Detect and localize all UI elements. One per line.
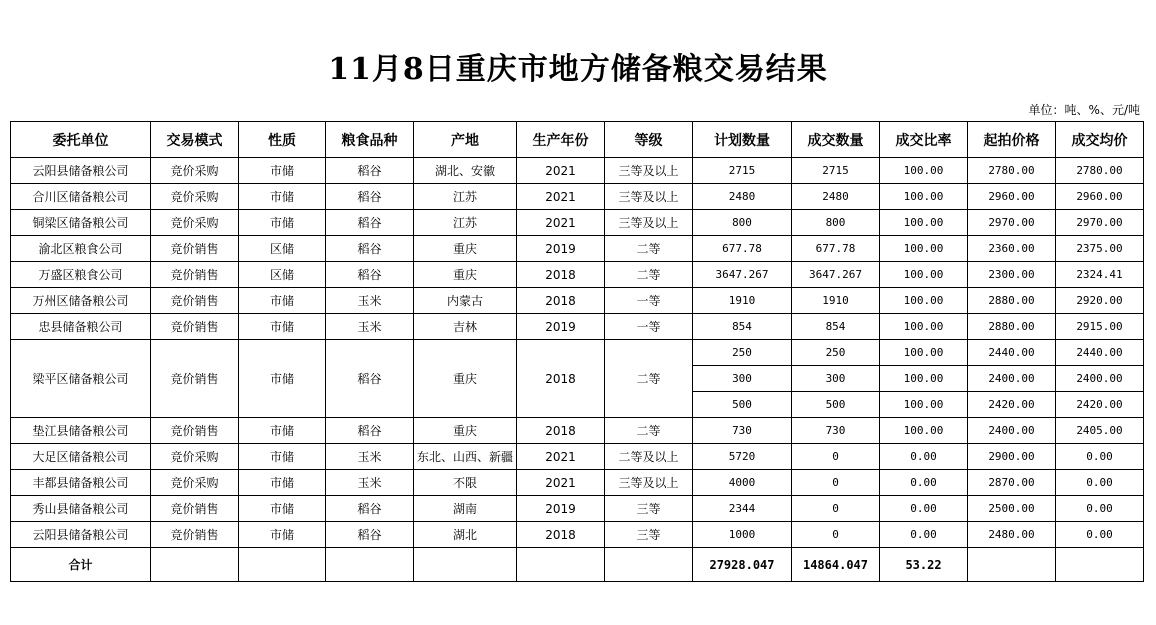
- cell-avg-price: 2375.00: [1056, 236, 1144, 262]
- cell-avg-price: 0.00: [1056, 470, 1144, 496]
- trade-results-table: [10, 121, 1144, 582]
- header-row: [11, 122, 1144, 158]
- total-deal: 14864.047: [792, 548, 880, 582]
- cell-ratio: 0.00: [880, 444, 968, 470]
- cell-mode: 竞价采购: [151, 444, 239, 470]
- table-row: [11, 470, 1144, 496]
- header-unit: 委托单位: [11, 122, 151, 158]
- total-empty-cell: [414, 548, 517, 582]
- cell-mode: 竞价销售: [151, 314, 239, 340]
- cell-deal: 0: [792, 522, 880, 548]
- cell-grade: 二等: [605, 418, 693, 444]
- cell-mode: 竞价销售: [151, 236, 239, 262]
- cell-grade: 三等: [605, 496, 693, 522]
- cell-avg-price: 0.00: [1056, 522, 1144, 548]
- table-row: [11, 522, 1144, 548]
- header-ratio: 成交比率: [880, 122, 968, 158]
- cell-mode: 竞价销售: [151, 496, 239, 522]
- cell-avg-price: 0.00: [1056, 496, 1144, 522]
- cell-unit: 渝北区粮食公司: [11, 236, 151, 262]
- cell-grade: 三等及以上: [605, 158, 693, 184]
- cell-origin: 东北、山西、新疆: [414, 444, 517, 470]
- cell-unit: 垫江县储备粮公司: [11, 418, 151, 444]
- total-row: [11, 548, 1144, 582]
- cell-grade: 二等: [605, 262, 693, 288]
- cell-plan: 3647.267: [693, 262, 792, 288]
- cell-plan: 1910: [693, 288, 792, 314]
- cell-ratio: 100.00: [880, 366, 968, 392]
- cell-ratio: 100.00: [880, 262, 968, 288]
- cell-deal: 2715: [792, 158, 880, 184]
- cell-avg-price: 2960.00: [1056, 184, 1144, 210]
- cell-unit: 万盛区粮食公司: [11, 262, 151, 288]
- cell-year: 2018: [517, 288, 605, 314]
- cell-mode: 竞价采购: [151, 470, 239, 496]
- cell-year: 2018: [517, 418, 605, 444]
- cell-variety: 稻谷: [326, 236, 414, 262]
- cell-origin: 江苏: [414, 184, 517, 210]
- cell-deal: 1910: [792, 288, 880, 314]
- cell-deal: 300: [792, 366, 880, 392]
- cell-deal: 800: [792, 210, 880, 236]
- total-label: 合计: [11, 548, 151, 582]
- cell-start-price: 2400.00: [968, 418, 1056, 444]
- cell-grade: 三等及以上: [605, 210, 693, 236]
- cell-year: 2018: [517, 262, 605, 288]
- cell-mode: 竞价销售: [151, 288, 239, 314]
- cell-nature: 市储: [239, 288, 326, 314]
- cell-avg-price: 2405.00: [1056, 418, 1144, 444]
- table-row: [11, 236, 1144, 262]
- table-row: [11, 496, 1144, 522]
- total-plan: 27928.047: [693, 548, 792, 582]
- cell-plan: 854: [693, 314, 792, 340]
- cell-deal: 0: [792, 444, 880, 470]
- cell-start-price: 2500.00: [968, 496, 1056, 522]
- cell-ratio: 100.00: [880, 210, 968, 236]
- cell-plan: 730: [693, 418, 792, 444]
- cell-unit: 云阳县储备粮公司: [11, 158, 151, 184]
- cell-variety: 稻谷: [326, 418, 414, 444]
- cell-nature: 市储: [239, 418, 326, 444]
- cell-nature: 区储: [239, 262, 326, 288]
- table-body: [11, 158, 1144, 548]
- cell-mode: 竞价采购: [151, 158, 239, 184]
- cell-avg-price: 2920.00: [1056, 288, 1144, 314]
- table-row: [11, 288, 1144, 314]
- cell-plan: 4000: [693, 470, 792, 496]
- cell-unit: 忠县储备粮公司: [11, 314, 151, 340]
- cell-start-price: 2880.00: [968, 288, 1056, 314]
- cell-start-price: 2300.00: [968, 262, 1056, 288]
- cell-origin: 内蒙古: [414, 288, 517, 314]
- table-row: [11, 210, 1144, 236]
- cell-year: 2019: [517, 314, 605, 340]
- cell-ratio: 100.00: [880, 158, 968, 184]
- cell-mode: 竞价销售: [151, 340, 239, 418]
- cell-nature: 市储: [239, 158, 326, 184]
- total-ratio: 53.22: [880, 548, 968, 582]
- cell-variety: 玉米: [326, 288, 414, 314]
- cell-grade: 三等及以上: [605, 184, 693, 210]
- cell-year: 2021: [517, 444, 605, 470]
- total-empty-cell: [517, 548, 605, 582]
- table-row: [11, 262, 1144, 288]
- cell-avg-price: 2324.41: [1056, 262, 1144, 288]
- cell-ratio: 100.00: [880, 340, 968, 366]
- cell-grade: 二等及以上: [605, 444, 693, 470]
- header-avg-price: 成交均价: [1056, 122, 1144, 158]
- cell-start-price: 2360.00: [968, 236, 1056, 262]
- cell-mode: 竞价采购: [151, 184, 239, 210]
- cell-origin: 江苏: [414, 210, 517, 236]
- cell-variety: 稻谷: [326, 158, 414, 184]
- cell-grade: 二等: [605, 236, 693, 262]
- cell-grade: 三等及以上: [605, 470, 693, 496]
- cell-avg-price: 2970.00: [1056, 210, 1144, 236]
- unit-note: 单位：吨、%、元/吨: [1028, 103, 1140, 117]
- cell-origin: 重庆: [414, 262, 517, 288]
- cell-ratio: 0.00: [880, 496, 968, 522]
- cell-origin: 不限: [414, 470, 517, 496]
- header-deal: 成交数量: [792, 122, 880, 158]
- cell-deal: 730: [792, 418, 880, 444]
- header-year: 生产年份: [517, 122, 605, 158]
- cell-start-price: 2960.00: [968, 184, 1056, 210]
- cell-start-price: 2420.00: [968, 392, 1056, 418]
- cell-deal: 2480: [792, 184, 880, 210]
- cell-origin: 湖北: [414, 522, 517, 548]
- cell-grade: 一等: [605, 314, 693, 340]
- cell-deal: 250: [792, 340, 880, 366]
- cell-deal: 854: [792, 314, 880, 340]
- cell-plan: 800: [693, 210, 792, 236]
- cell-unit: 云阳县储备粮公司: [11, 522, 151, 548]
- cell-nature: 市储: [239, 444, 326, 470]
- cell-avg-price: 2780.00: [1056, 158, 1144, 184]
- cell-ratio: 0.00: [880, 470, 968, 496]
- header-variety: 粮食品种: [326, 122, 414, 158]
- cell-start-price: 2480.00: [968, 522, 1056, 548]
- cell-start-price: 2440.00: [968, 340, 1056, 366]
- cell-variety: 玉米: [326, 470, 414, 496]
- cell-origin: 吉林: [414, 314, 517, 340]
- cell-plan: 500: [693, 392, 792, 418]
- cell-ratio: 100.00: [880, 314, 968, 340]
- cell-variety: 玉米: [326, 314, 414, 340]
- cell-plan: 1000: [693, 522, 792, 548]
- cell-avg-price: 2440.00: [1056, 340, 1144, 366]
- header-origin: 产地: [414, 122, 517, 158]
- cell-plan: 2480: [693, 184, 792, 210]
- cell-grade: 一等: [605, 288, 693, 314]
- table-row: [11, 184, 1144, 210]
- cell-start-price: 2970.00: [968, 210, 1056, 236]
- cell-ratio: 100.00: [880, 184, 968, 210]
- cell-nature: 市储: [239, 314, 326, 340]
- cell-year: 2021: [517, 158, 605, 184]
- cell-variety: 玉米: [326, 444, 414, 470]
- cell-variety: 稻谷: [326, 210, 414, 236]
- cell-start-price: 2870.00: [968, 470, 1056, 496]
- header-start-price: 起拍价格: [968, 122, 1056, 158]
- cell-grade: 二等: [605, 340, 693, 418]
- cell-start-price: 2780.00: [968, 158, 1056, 184]
- total-empty-cell: [151, 548, 239, 582]
- cell-year: 2021: [517, 184, 605, 210]
- cell-nature: 市储: [239, 470, 326, 496]
- cell-unit: 秀山县储备粮公司: [11, 496, 151, 522]
- cell-nature: 区储: [239, 236, 326, 262]
- cell-nature: 市储: [239, 210, 326, 236]
- cell-deal: 3647.267: [792, 262, 880, 288]
- cell-nature: 市储: [239, 522, 326, 548]
- cell-unit: 大足区储备粮公司: [11, 444, 151, 470]
- total-empty-cell: [968, 548, 1056, 582]
- cell-mode: 竞价销售: [151, 262, 239, 288]
- cell-year: 2021: [517, 470, 605, 496]
- header-mode: 交易模式: [151, 122, 239, 158]
- cell-nature: 市储: [239, 496, 326, 522]
- total-empty-cell: [605, 548, 693, 582]
- total-empty-cell: [239, 548, 326, 582]
- header-plan: 计划数量: [693, 122, 792, 158]
- cell-year: 2019: [517, 236, 605, 262]
- table-row: [11, 444, 1144, 470]
- table-row: [11, 158, 1144, 184]
- cell-mode: 竞价销售: [151, 418, 239, 444]
- cell-year: 2018: [517, 522, 605, 548]
- cell-origin: 重庆: [414, 418, 517, 444]
- cell-start-price: 2900.00: [968, 444, 1056, 470]
- cell-plan: 300: [693, 366, 792, 392]
- cell-year: 2021: [517, 210, 605, 236]
- cell-origin: 湖北、安徽: [414, 158, 517, 184]
- cell-ratio: 100.00: [880, 288, 968, 314]
- cell-avg-price: 2915.00: [1056, 314, 1144, 340]
- cell-grade: 三等: [605, 522, 693, 548]
- cell-variety: 稻谷: [326, 184, 414, 210]
- cell-deal: 0: [792, 470, 880, 496]
- cell-year: 2018: [517, 340, 605, 418]
- cell-year: 2019: [517, 496, 605, 522]
- cell-deal: 500: [792, 392, 880, 418]
- cell-avg-price: 0.00: [1056, 444, 1144, 470]
- cell-origin: 重庆: [414, 236, 517, 262]
- header-grade: 等级: [605, 122, 693, 158]
- cell-ratio: 100.00: [880, 418, 968, 444]
- cell-plan: 677.78: [693, 236, 792, 262]
- cell-variety: 稻谷: [326, 262, 414, 288]
- cell-mode: 竞价采购: [151, 210, 239, 236]
- cell-avg-price: 2420.00: [1056, 392, 1144, 418]
- page-title: 11月8日重庆市地方储备粮交易结果: [328, 52, 828, 87]
- cell-plan: 2344: [693, 496, 792, 522]
- cell-unit: 合川区储备粮公司: [11, 184, 151, 210]
- cell-origin: 重庆: [414, 340, 517, 418]
- cell-plan: 250: [693, 340, 792, 366]
- cell-variety: 稻谷: [326, 340, 414, 418]
- cell-deal: 677.78: [792, 236, 880, 262]
- cell-ratio: 100.00: [880, 392, 968, 418]
- table-row: [11, 340, 1144, 366]
- cell-mode: 竞价销售: [151, 522, 239, 548]
- cell-unit: 梁平区储备粮公司: [11, 340, 151, 418]
- cell-origin: 湖南: [414, 496, 517, 522]
- cell-start-price: 2880.00: [968, 314, 1056, 340]
- table-row: [11, 418, 1144, 444]
- cell-ratio: 100.00: [880, 236, 968, 262]
- cell-start-price: 2400.00: [968, 366, 1056, 392]
- table-row: [11, 314, 1144, 340]
- cell-unit: 万州区储备粮公司: [11, 288, 151, 314]
- cell-variety: 稻谷: [326, 522, 414, 548]
- total-empty-cell: [326, 548, 414, 582]
- cell-ratio: 0.00: [880, 522, 968, 548]
- cell-nature: 市储: [239, 184, 326, 210]
- cell-unit: 铜梁区储备粮公司: [11, 210, 151, 236]
- cell-deal: 0: [792, 496, 880, 522]
- cell-plan: 5720: [693, 444, 792, 470]
- cell-nature: 市储: [239, 340, 326, 418]
- cell-avg-price: 2400.00: [1056, 366, 1144, 392]
- cell-variety: 稻谷: [326, 496, 414, 522]
- header-nature: 性质: [239, 122, 326, 158]
- total-empty-cell: [1056, 548, 1144, 582]
- cell-plan: 2715: [693, 158, 792, 184]
- cell-unit: 丰都县储备粮公司: [11, 470, 151, 496]
